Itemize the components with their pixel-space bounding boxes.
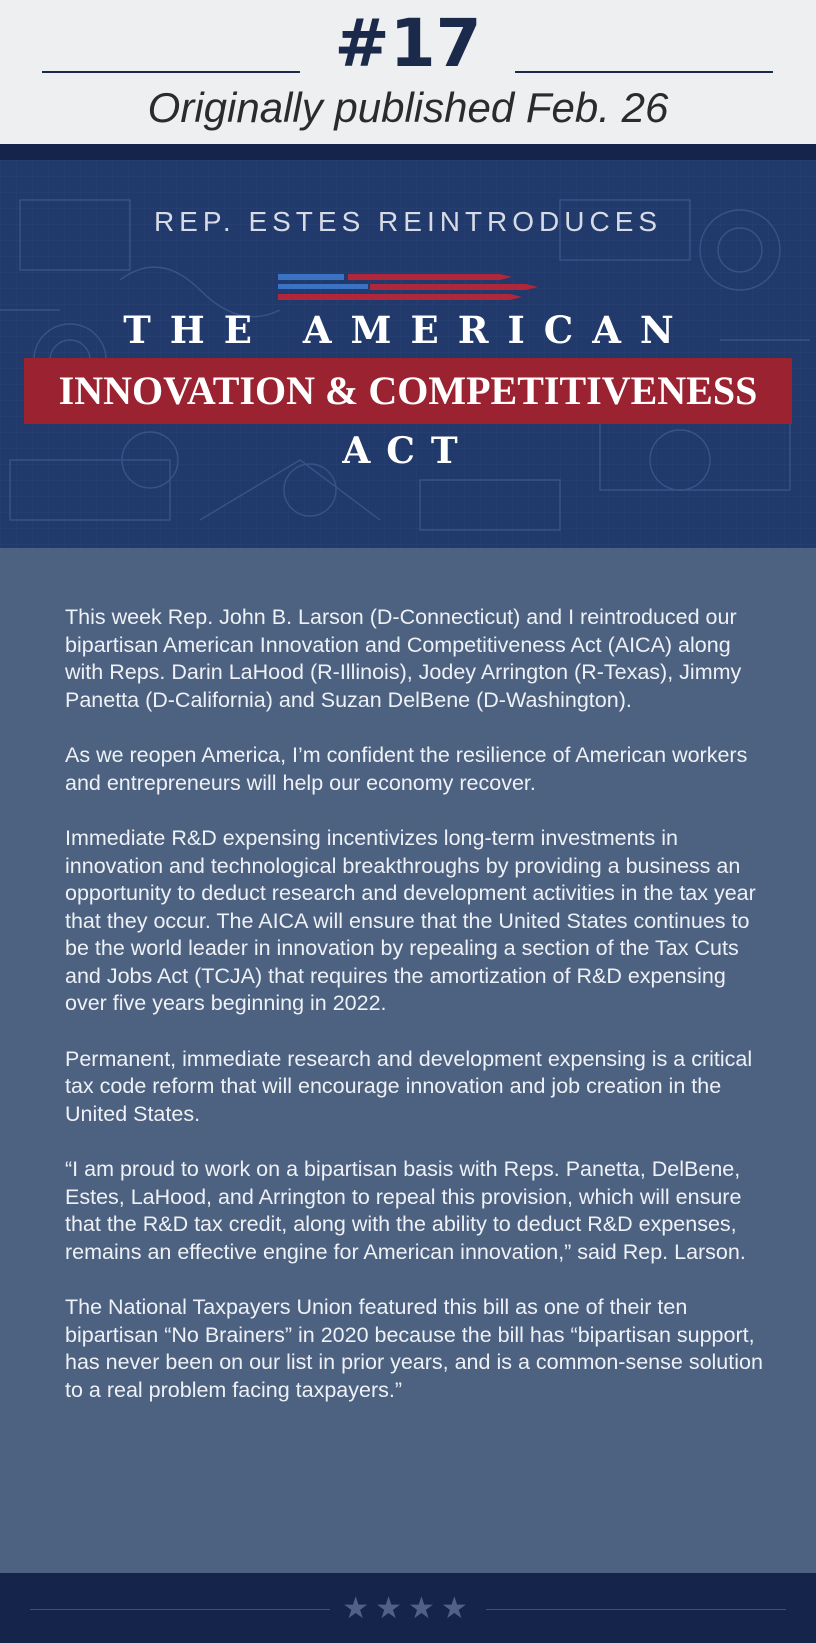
stars-icon: ★★★★: [342, 1592, 474, 1625]
published-date: Originally published Feb. 26: [147, 84, 669, 131]
header-banner: [0, 0, 816, 144]
footer-band: [0, 1573, 816, 1643]
paragraph: This week Rep. John B. Larson (D-Connecticut) and I reintroduced our bipartisan American Innovation and Competitiveness Act (AICA) along with Reps. Darin LaHood (R-Illinois), Jodey Arrington (R-Texas), Jimmy Panetta (D-California) and Suzan DelBene (D-Washington).: [65, 605, 742, 712]
paragraph: Immediate R&D expensing incentivizes long-term investments in innovation and technological breakthroughs by providing a business an opportunity to deduct research and development activities in the tax year that they occur. The AICA will ensure that the United States continues to be the world leader in innovation by repealing a section of the Tax Cuts and Jobs Act (TCJA) that requires the amortization of R&D expensing over five years beginning in 2022.: [65, 826, 756, 1015]
item-number: #17: [334, 5, 482, 82]
article-body: [65, 604, 765, 1432]
paragraph: As we reopen America, I’m confident the resilience of American workers and entrepreneurs will help our economy recover.: [65, 743, 748, 795]
hero-kicker: REP. ESTES REINTRODUCES: [153, 206, 663, 237]
top-navy-band: [0, 144, 816, 160]
hero-title-line2: INNOVATION & COMPETITIVENESS: [58, 368, 758, 413]
paragraph: Permanent, immediate research and development expensing is a critical tax code reform that will encourage innovation and job creation in the United States.: [65, 1046, 753, 1126]
paragraph: “I am proud to work on a bipartisan basis with Reps. Panetta, DelBene, Estes, LaHood, and Arrington to repeal this provision, which will ensure that the R&D tax credit, along with the ability to deduct R&D expenses, remains an effective engine for American innovation,” said Rep. Larson.: [65, 1157, 746, 1264]
hero-banner: [0, 160, 816, 548]
arrows-graphic: [278, 274, 538, 300]
paragraph: The National Taxpayers Union featured this bill as one of their ten bipartisan “No Brainers” in 2020 because the bill has “bipartisan support, has never been on our list in prior years, and is a common-sense solution to a real problem facing taxpayers.”: [65, 1295, 763, 1402]
hero-title-line1: THE AMERICAN: [123, 308, 693, 352]
hero-title-line3: ACT: [342, 430, 474, 472]
